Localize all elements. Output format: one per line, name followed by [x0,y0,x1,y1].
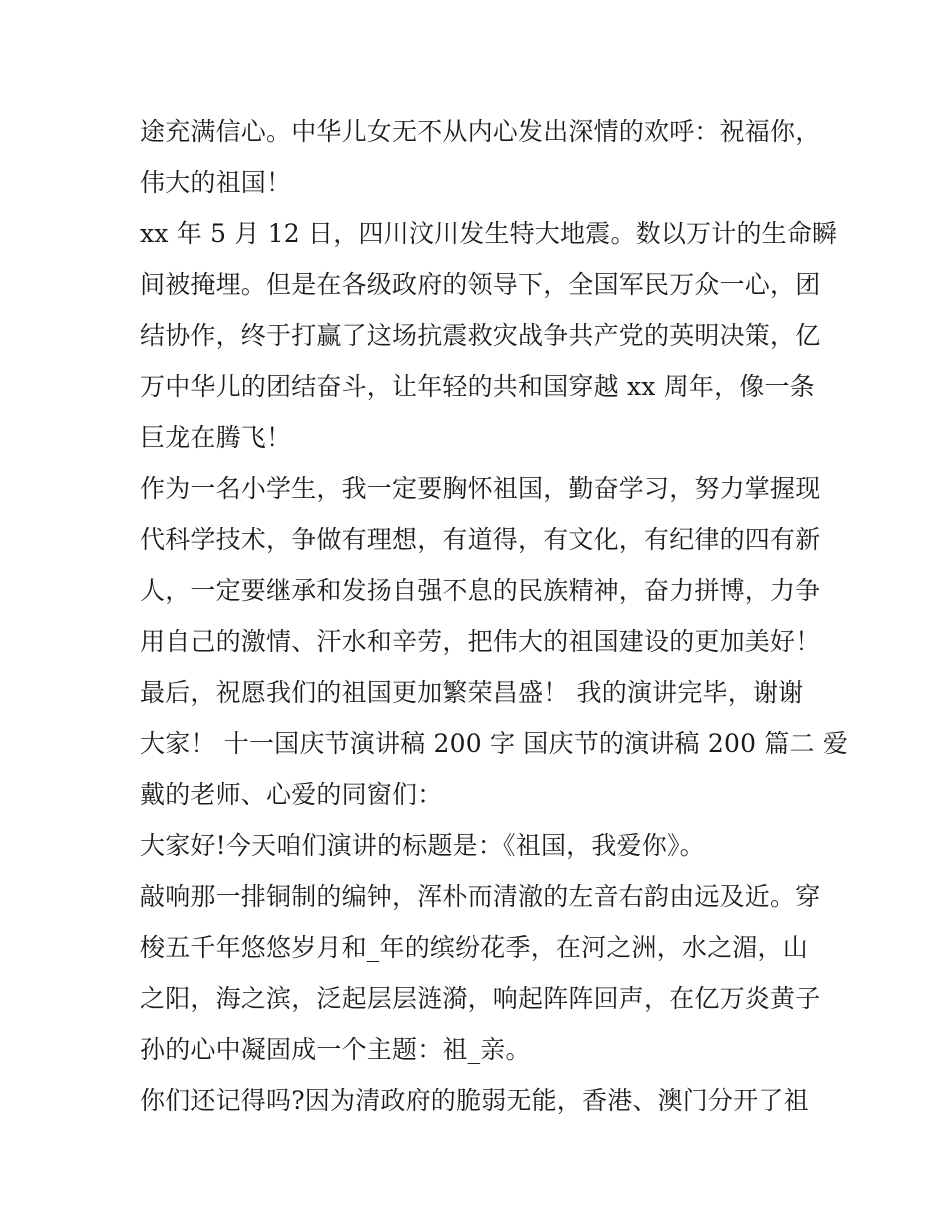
text-line: 用自己的激情、汗水和辛劳，把伟大的祖国建设的更加美好！ [140,627,821,656]
text-line: 敲响那一排铜制的编钟，浑朴而清澈的左音右韵由远及近。穿 [140,882,821,911]
text-line: 代科学技术，争做有理想，有道得，有文化，有纪律的四有新 [140,525,821,554]
text-line: 大家好!今天咱们演讲的标题是：《祖国，我爱你》。 [140,831,705,860]
text-line: 间被掩埋。但是在各级政府的领导下，全国军民万众一心，团 [140,270,821,299]
text-line: 之阳，海之滨，泛起层层涟漪，响起阵阵回声，在亿万炎黄子 [140,984,821,1013]
text-line: 你们还记得吗?因为清政府的脆弱无能，香港、澳门分开了祖 [140,1086,809,1115]
document-body [140,106,849,1126]
text-line: 万中华儿的团结奋斗，让年轻的共和国穿越 xx 周年，像一条 [140,372,815,401]
text-line: 最后，祝愿我们的祖国更加繁荣昌盛！ 我的演讲完毕，谢谢 [140,678,804,707]
text-line: 梭五千年悠悠岁月和_年的缤纷花季，在河之洲，水之湄，山 [140,933,808,962]
text-line: 作为一名小学生，我一定要胸怀祖国，勤奋学习，努力掌握现 [140,474,821,503]
text-line: 结协作，终于打赢了这场抗震救灾战争共产党的英明决策，亿 [140,321,821,350]
text-line: 戴的老师、心爱的同窗们： [140,780,443,809]
text-line: 大家！ 十一国庆节演讲稿 200 字 国庆节的演讲稿 200 篇二 爱 [140,729,849,758]
text-line: xx 年 5 月 12 日，四川汶川发生特大地震。数以万计的生命瞬 [140,219,838,248]
text-line: 孙的心中凝固成一个主题：祖_亲。 [140,1035,531,1064]
text-line: 途充满信心。中华儿女无不从内心发出深情的欢呼：祝福你， [140,117,821,146]
text-line: 人，一定要继承和发扬自强不息的民族精神，奋力拼博，力争 [140,576,821,605]
text-line: 巨龙在腾飞！ [140,423,292,452]
text-line: 伟大的祖国！ [140,168,292,197]
